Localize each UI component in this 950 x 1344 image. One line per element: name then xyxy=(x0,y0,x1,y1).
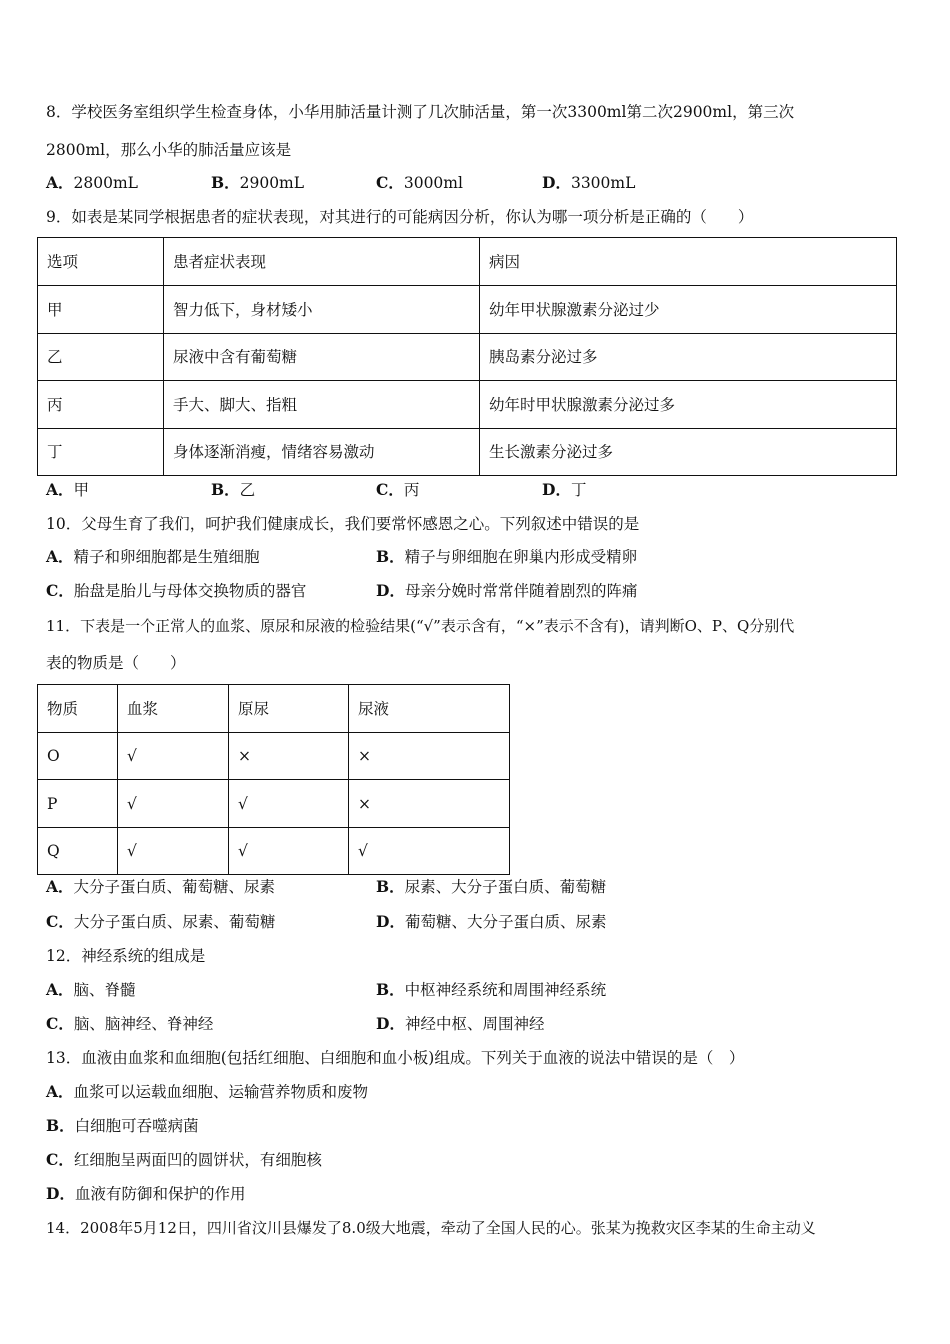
q10-option-b: B．精子与卵细胞在卵巢内形成受精卵 xyxy=(376,547,638,566)
q10-stem: 10．父母生育了我们，呵护我们健康成长，我们要常怀感恩之心。下列叙述中错误的是 xyxy=(46,515,640,533)
q11-option-d: D．葡萄糖、大分子蛋白质、尿素 xyxy=(376,912,607,931)
q12-option-d: D．神经中枢、周围神经 xyxy=(376,1014,545,1033)
q9-table xyxy=(37,237,897,476)
table-row xyxy=(38,381,897,429)
q10-option-c: C．胎盘是胎儿与母体交换物质的器官 xyxy=(46,581,307,600)
table-cell: 手大、脚大、指粗 xyxy=(164,381,480,429)
table-row xyxy=(38,780,510,828)
table-cell: √ xyxy=(118,733,229,780)
table-cell: 生长激素分泌过多 xyxy=(480,429,897,476)
q13-option-c: C．红细胞呈两面凹的圆饼状，有细胞核 xyxy=(46,1150,322,1169)
table-row xyxy=(38,828,510,875)
q8-option-d: D．3300mL xyxy=(542,173,636,192)
q11-stem-line2: 表的物质是（ ） xyxy=(46,654,186,672)
table-row xyxy=(38,286,897,334)
table-cell: P xyxy=(38,780,118,828)
table-header-cell: 尿液 xyxy=(349,685,510,733)
q9-option-b: B．乙 xyxy=(211,480,256,499)
q9-option-a: A．甲 xyxy=(46,480,90,499)
table-cell: 丁 xyxy=(38,429,164,476)
table-cell: √ xyxy=(229,828,349,875)
q11-option-a: A．大分子蛋白质、葡萄糖、尿素 xyxy=(46,877,276,896)
q13-stem: 13．血液由血浆和血细胞(包括红细胞、白细胞和血小板)组成。下列关于血液的说法中错误的是（ ） xyxy=(46,1049,745,1067)
table-header-row xyxy=(38,238,897,286)
q8-stem-line2: 2800ml，那么小华的肺活量应该是 xyxy=(46,141,292,159)
table-header-cell: 选项 xyxy=(38,238,164,286)
q12-option-a: A．脑、脊髓 xyxy=(46,980,136,999)
q11-option-c: C．大分子蛋白质、尿素、葡萄糖 xyxy=(46,912,276,931)
q11-stem-line1: 11．下表是一个正常人的血浆、原尿和尿液的检验结果(“√”表示含有，“×”表示不含有)，请判断O、P、Q分别代 xyxy=(46,617,795,635)
table-cell: O xyxy=(38,733,118,780)
table-header-cell: 物质 xyxy=(38,685,118,733)
q12-option-b: B．中枢神经系统和周围神经系统 xyxy=(376,980,607,999)
table-row xyxy=(38,334,897,381)
table-cell: 幼年甲状腺激素分泌过少 xyxy=(480,286,897,334)
q9-stem: 9．如表是某同学根据患者的症状表现，对其进行的可能病因分析，你认为哪一项分析是正确的（ ） xyxy=(46,208,754,226)
q10-option-d: D．母亲分娩时常常伴随着剧烈的阵痛 xyxy=(376,581,638,600)
table-cell: 身体逐渐消瘦，情绪容易激动 xyxy=(164,429,480,476)
table-cell: 智力低下，身材矮小 xyxy=(164,286,480,334)
table-cell: √ xyxy=(229,780,349,828)
q13-option-b: B．白细胞可吞噬病菌 xyxy=(46,1116,199,1135)
q14-stem: 14．2008年5月12日，四川省汶川县爆发了8.0级大地震，牵动了全国人民的心。张某为挽救灾区李某的生命主动义 xyxy=(46,1219,816,1237)
table-header-row xyxy=(38,685,510,733)
table-cell: 丙 xyxy=(38,381,164,429)
table-cell: 胰岛素分泌过多 xyxy=(480,334,897,381)
table-cell: Q xyxy=(38,828,118,875)
table-cell: 乙 xyxy=(38,334,164,381)
q11-table xyxy=(37,684,510,875)
q11-option-b: B．尿素、大分子蛋白质、葡萄糖 xyxy=(376,877,607,896)
q10-option-a: A．精子和卵细胞都是生殖细胞 xyxy=(46,547,260,566)
q8-option-c: C．3000ml xyxy=(376,173,463,192)
table-cell: 甲 xyxy=(38,286,164,334)
table-cell: √ xyxy=(118,828,229,875)
table-cell: √ xyxy=(118,780,229,828)
q12-stem: 12．神经系统的组成是 xyxy=(46,947,206,965)
q12-option-c: C．脑、脑神经、脊神经 xyxy=(46,1014,214,1033)
table-cell: × xyxy=(229,733,349,780)
q13-option-a: A．血浆可以运载血细胞、运输营养物质和废物 xyxy=(46,1082,369,1101)
q9-option-c: C．丙 xyxy=(376,480,420,499)
q9-option-d: D．丁 xyxy=(542,480,587,499)
table-cell: × xyxy=(349,733,510,780)
q13-option-d: D．血液有防御和保护的作用 xyxy=(46,1184,246,1203)
q8-option-b: B．2900mL xyxy=(211,173,305,192)
table-row xyxy=(38,429,897,476)
q8-option-a: A．2800mL xyxy=(46,173,138,192)
table-header-cell: 血浆 xyxy=(118,685,229,733)
table-header-cell: 原尿 xyxy=(229,685,349,733)
table-cell: × xyxy=(349,780,510,828)
table-header-cell: 病因 xyxy=(480,238,897,286)
table-row xyxy=(38,733,510,780)
table-header-cell: 患者症状表现 xyxy=(164,238,480,286)
table-cell: 幼年时甲状腺激素分泌过多 xyxy=(480,381,897,429)
table-cell: 尿液中含有葡萄糖 xyxy=(164,334,480,381)
q8-stem-line1: 8．学校医务室组织学生检查身体，小华用肺活量计测了几次肺活量，第一次3300ml第二次2900ml，第三次 xyxy=(46,103,795,121)
table-cell: √ xyxy=(349,828,510,875)
